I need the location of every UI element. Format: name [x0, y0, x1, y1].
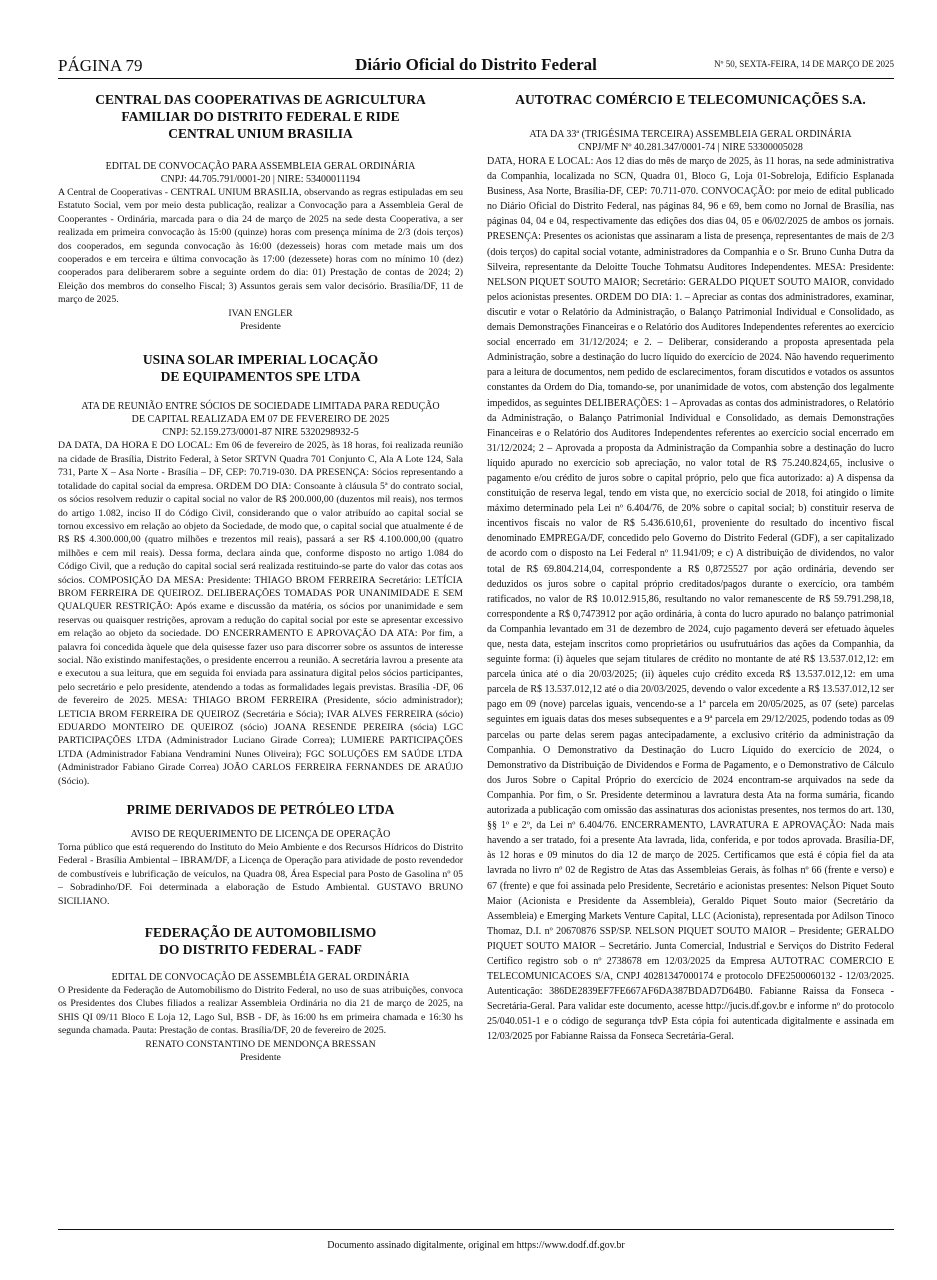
usina-subtitle-line-2: DE CAPITAL REALIZADA EM 07 DE FEVEREIRO DE 2025	[131, 414, 390, 426]
fadf-role: Presidente	[240, 1052, 281, 1064]
fadf-title-line-1: FEDERAÇÃO DE AUTOMOBILISMO	[144, 925, 377, 941]
journal-title: Diário Oficial do Distrito Federal	[355, 55, 597, 74]
unium-ids: CNPJ: 44.705.791/0001-20 | NIRE: 53400011194	[160, 174, 361, 185]
prime-body: Torna público que está requerendo do Instituto do Meio Ambiente e dos Recursos Hídricos do Distrito Federal - Brasília Ambiental – IBRAM/DF, a Licença de Operação para atividade de posto revendedor de combustíveis e lubrificação de veículos, na Quadra 08, Área Especial para Posto de Gasolina nº 05 – Sobradinho/DF. Foi determinada a elaboração de Estudo Ambiental. GUSTAVO BRUNO SICILIANO.	[58, 842, 463, 907]
footer-note: Documento assinado digitalmente, original em https://www.dodf.df.gov.br	[327, 1240, 625, 1251]
usina-notice	[58, 351, 463, 788]
prime-subtitle: AVISO DE REQUERIMENTO DE LICENÇA DE OPERAÇÃO	[130, 829, 391, 841]
prime-notice	[58, 801, 463, 908]
fadf-subtitle: EDITAL DE CONVOCAÇÃO DE ASSEMBLÉIA GERAL ORDINÁRIA	[111, 972, 410, 984]
usina-subtitle-line-1: ATA DE REUNIÃO ENTRE SÓCIOS DE SOCIEDADE LIMITADA PARA REDUÇÃO	[81, 401, 440, 413]
unium-signer: IVAN ENGLER	[228, 307, 293, 319]
usina-title-line-1: USINA SOLAR IMPERIAL LOCAÇÃO	[142, 352, 379, 368]
autotrac-subtitle: ATA DA 33ª (TRIGÉSIMA TERCEIRA) ASSEMBLEIA GERAL ORDINÁRIA	[529, 129, 852, 140]
header-divider	[58, 78, 894, 79]
unium-body: A Central de Cooperativas - CENTRAL UNIUM BRASILIA, observando as regras estipuladas em seu Estatuto Social, vem por meio desta publicação, realizar a Convocação para a Assembleia Geral de Cooperantes - Ordinária, marcada para o dia 24 de março de 2025 na sede desta Cooperativa, a ser realizada em primeira convocação às 15:00 (quinze) horas com presença mínima de 2/3 (dois terços) dos cooperados, em segunda convocação às 16:00 (dezesseis) horas com metade mais um dos cooperados e em terceira e última convocação às 17:00 (dezessete) horas com no mínimo 10 (dez) cooperados para deliberarem sobre a seguinte ordem do dia: 01) Prestação de contas de 2024; 2) Eleição dos membros do conselho Fiscal; 3) Assuntos gerais sem valor decisório. Brasília/DF, 11 de março de 2025.	[58, 187, 463, 306]
issue-info: Nº 50, SEXTA-FEIRA, 14 DE MARÇO DE 2025	[714, 59, 894, 69]
fadf-body: O Presidente da Federação de Automobilismo do Distrito Federal, no uso de suas atribuições, convoca os Presidentes dos Clubes filiados a realizar Assembleia Ordinária no dia 21 de março de 2025, na SHIS QI 09/11 Bloco E Loja 12, Lago Sul, BSB - DF, às 16:00 hs em primeira chamada e 16:30 hs segunda chamada. Pauta: Prestação de contas. Brasília/DF, 20 de fevereiro de 2025.	[58, 985, 463, 1037]
usina-body: DA DATA, DA HORA E DO LOCAL: Em 06 de fevereiro de 2025, às 18 horas, foi realizada reunião na cidade de Brasília, Distrito Federal, à Setor SRTVN Quadra 701 Conjunto C, Ala A Lote 124, Sala 731, Parte X – Asa Norte - Brasília – DF, CEP: 70.719-030. DA PRESENÇA: Sócios representando a totalidade do capital social da empresa. ORDEM DO DIA: Consoante à cláusula 5ª do contrato social, os sócios resolvem reduzir o capital social no valor de R$ 200.000,00 (duzentos mil reais), nos termos do artigo 1.082, inciso II do Código Civil, considerando que o valor atribuído ao capital social se tornou excessivo em relação ao objeto da Sociedade, de modo que, o capital social que atualmente é de R$ R$ 4.300.000,00 (quatro milhões e trezentos mil reais), passará a ser R$ 4.100.000,00 (quatro milhões e cem mil reais). Dessa forma, declara ainda que, conforme disposto no artigo 1.084 do Código Civil, que a redução do capital social será realizada restituindo-se parte do valor das cotas aos sócios. COMPOSIÇÃO DA MESA: Presidente: THIAGO BROM FERREIRA Secretário: LETÍCIA BROM FERREIRA DE QUEIROZ. DELIBERAÇÕES TOMADAS POR UNANIMIDADE E SEM QUALQUER RESTRIÇÃO: Após exame e discussão da matéria, os sócios por unanimidade e sem reservas ou quaisquer restrições, aprovam a redução do capital social por este se apresentar excessivo em relação ao objeto da sociedade. DO ENCERRAMENTO E APROVAÇÃO DA ATA: Por fim, a palavra foi concedida àquele que dela quisesse fazer uso para discorrer sobre os assuntos de interesse social. Não existindo manifestações, o presidente encerrou a reunião. A secretária lavrou a presente ata e executou a sua leitura, que em seguida foi enviada para assinatura digital pelos sócios participantes, pelo secretário e pelo presidente, atendendo a todas as formalidades legais previstas. Brasília -DF, 06 de fevereiro de 2025. MESA: THIAGO BROM FERREIRA (Presidente, sócio administrador); LETICIA BROM FERREIRA DE QUEIROZ (Secretária e Sócia); IVAR ALVES FERREIRA (sócio) EDUARDO MONTEIRO DE QUEIROZ (sócio) JOANA RESENDE PEREIRA (sócia) LGC PARTICIPAÇÕES LTDA (Administrador Luciano Girade Correa); LUMIERE PARTICIPAÇÕES LTDA (Administrador Fabiana Vendramini Nunes Oliveira); FGC SOLUÇÕES EM SAÚDE LTDA (Administrador Fabiano Girade Correa) JOÃO CARLOS FERREIRA FERNANDES DE ARAÚJO (Sócio).	[58, 440, 463, 787]
unium-title-line-3: CENTRAL UNIUM BRASILIA	[168, 126, 353, 141]
unium-title-line-1: CENTRAL DAS COOPERATIVAS DE AGRICULTURA	[95, 92, 426, 107]
page-header	[58, 56, 894, 80]
usina-ids: CNPJ: 52.159.273/0001-87 NIRE 5320298932-5	[162, 427, 359, 439]
fadf-title-line-2: DO DISTRITO FEDERAL - FADF	[159, 942, 362, 958]
autotrac-title: AUTOTRAC COMÉRCIO E TELECOMUNICAÇÕES S.A.	[515, 92, 866, 107]
autotrac-body: DATA, HORA E LOCAL: Aos 12 dias do mês de março de 2025, às 11 horas, na sede administrativa da Companhia, localizada no SCN, Quadra 01, Bloco G, Loja 01-Sobreloja, Edifício Esplanada Business, Asa Norte, Brasília-DF, CEP: 70.711-070. CONVOCAÇÃO: por meio de edital publicado no Diário Oficial do Distrito Federal, nas páginas 84, 96 e 69, bem como no Jornal de Brasília, nas páginas 04, 04 e 04, respectivamente das edições dos dias 04, 05 e 06/02/2025 de ambos os jornais. PRESENÇA: Presentes os acionistas que assinaram a lista de presença, representantes de mais de 2/3 (dois terços) do capital social votante, administradores da Companhia e o Sr. Bruno Cunha Dutra da Silveira, representante da Deloitte Touche Tohmatsu Auditores Independentes. MESA: Presidente: NELSON PIQUET SOUTO MAIOR; Secretário: GERALDO PIQUET SOUTO MAIOR, convidado pelos acionistas presentes. ORDEM DO DIA: 1. – Apreciar as contas dos administradores, examinar, discutir e votar o Relatório da Administração, o Balanço Patrimonial Individual e Consolidado, as demais Demonstrações Financeiras e o Relatório dos Auditores Independentes referentes ao exercício social encerrado em 31/12/2024; e 2. – Deliberar, considerando a proposta apresentada pela Administração, sobre a destinação do lucro líquido do exercício de 2024. Não havendo requerimento para a leitura de documentos, nem pedido de esclarecimentos, foram discutidos e votados os assuntos constantes da Ordem do Dia, tomando-se, por unanimidade de votos, com abstenção dos legalmente impedidos, as seguintes DELIBERAÇÕES: 1 – Aprovadas as contas dos administradores, o Relatório da Administração, o Balanço Patrimonial Individual e Consolidado, as demais Demonstrações Financeiras e o Relatório dos Auditores Independentes referentes ao exercício social encerrado em 31/12/2024; 2 – Aprovada a proposta da Administração da Companhia sobre a destinação do lucro líquido apurado no exercício sob apreciação, no valor total de R$ 75.240.824,65, inclusive o pagamento e/ou crédito de juros sobre o capital próprio, pelo que fica autorizado: a) A dispensa da constituição de reserva legal, tendo em vista que, no exercício social de 2018, foi atingido o limite máximo determinado pela Lei nº 6.404/76, de 20% sobre o capital social; b) constituir reserva de incentivos fiscais no valor de R$ 5.436.610,61, proveniente do resultado do incentivo fiscal denominado EMPREGA/DF, concedido pelo Governo do Distrito Federal (GDF), a ser capitalizado de acordo com o disposto na Lei Federal nº 11.941/09; e c) A distribuição de dividendos, no valor total de R$ 69.804.214,04, correspondente a R$ 0,8725527 por ação ordinária, devendo ser deduzidos os juros sobre o capital próprio creditados/pagos durante o exercício, ora também ratificados, no valor de R$ 10.012.915,86, resultando no valor remanescente de R$ 59.791.298,18, correspondente a R$ 0,7473912 por ação ordinária, à conta do lucro apurado no balanço patrimonial da Companhia levantado em 31 de dezembro de 2024, cujo pagamento deverá ser efetuado àqueles que, nesta data, estejam inscritos como proprietários ou usufrutuários das ações da Companhia, da seguinte forma: (i) àqueles que sejam titulares de crédito no montante de até R$ 13.537.012,12: em parcela única até o dia 20/03/2025; (ii) àqueles cujo crédito exceda R$ 13.537.012,12: em uma parcela de R$ 13.537.012,12 até o dia 20/03/2025, devendo o valor excedente a R$ 13.537.012,12 ser pago em 09 (nove) parcelas iguais, vencendo-se a 1ª parcela em 20/05/2025, as 07 (sete) parcelas seguintes em iguais datas dos meses subsequentes e a 9ª parcela em 29/12/2025, podendo todas as 09 parcelas ou parte delas serem pagas antecipadamente, a exclusivo critério da administração da Companhia. O Demonstrativo da Destinação do Lucro Líquido do exercício de 2024, o Demonstrativo da Distribuição de Dividendos e Forma de Pagamento, e o Demonstrativo de Cálculo dos Juros Sobre o Capital Próprio do exercício de 2024 encontram-se arquivados na sede da Companhia. Por fim, o Sr. Presidente determinou a lavratura desta Ata na forma sumária, ficando autorizada a publicação com omissão das assinaturas dos acionistas presentes, nos termos do art. 130, §§ 1º e 2º, da Lei nº 6.404/76. ENCERRAMENTO, LAVRATURA E APROVAÇÃO: Nada mais havendo a ser tratado, foi a presente Ata lavrada, lida, conferida, e por todos aprovada. Brasília-DF, às 12 horas e 09 minutos do dia 12 de março de 2025. Certificamos que está é cópia fiel da ata lavrada no livro nº 02 de Registro de Atas das Assembleias Gerais, às folhas nº 66 (frente e verso) e 67 (frente) e que foi assinada pelo Presidente, Secretário e acionistas presentes: Nelson Piquet Souto Maior (Acionista e Presidente da Assembleia), Geraldo Piquet Souto maior (Secretário da Assembleia) e Emerging Markets Venture Capital, LLC (Acionista), representada por Adilson Tinoco Thomaz, D.I. nº 20670876 SSP/SP. NELSON PIQUET SOUTO MAIOR – Presidente; GERALDO PIQUET SOUTO MAIOR – Secretário. Junta Comercial, Industrial e Serviços do Distrito Federal Certifico registro sob o nº 2738678 em 12/03/2025 da Empresa AUTOTRAC COMERCIO E TELECOMUNICACOES S/A, CNPJ 40281347000174 e protocolo DFE2500060132 - 12/03/2025. Autenticação: 386DE2839EF7FE667AF6DA387BDAD7D64B0. Fabianne Raissa da Fonseca - Secretária-Geral. Para validar este documento, acesse http://jucis.df.gov.br e informe nº do protocolo 25/040.051-1 e o código de segurança tdvP Esta cópia foi autenticada digitalmente e assinada em 12/03/2025 por Fabianne Raissa da Fonseca Secretária-Geral.	[487, 156, 894, 1043]
unium-subtitle: EDITAL DE CONVOCAÇÃO PARA ASSEMBLEIA GERAL ORDINÁRIA	[105, 161, 416, 172]
page-number: PÁGINA 79	[58, 56, 143, 75]
footer-divider	[58, 1229, 894, 1230]
fadf-signer: RENATO CONSTANTINO DE MENDONÇA BRESSAN	[145, 1038, 376, 1050]
prime-title: PRIME DERIVADOS DE PETRÓLEO LTDA	[126, 802, 395, 818]
usina-title-line-2: DE EQUIPAMENTOS SPE LTDA	[160, 369, 361, 385]
left-column	[58, 88, 463, 1065]
right-column	[487, 88, 894, 1045]
unium-role: Presidente	[240, 321, 281, 333]
autotrac-ids: CNPJ/MF Nº 40.281.347/0001-74 | NIRE 53300005028	[578, 142, 803, 153]
fadf-notice	[58, 924, 463, 1064]
autotrac-notice	[487, 91, 894, 1045]
unium-notice	[58, 91, 463, 333]
unium-title-line-2: FAMILIAR DO DISTRITO FEDERAL E RIDE	[121, 109, 400, 124]
